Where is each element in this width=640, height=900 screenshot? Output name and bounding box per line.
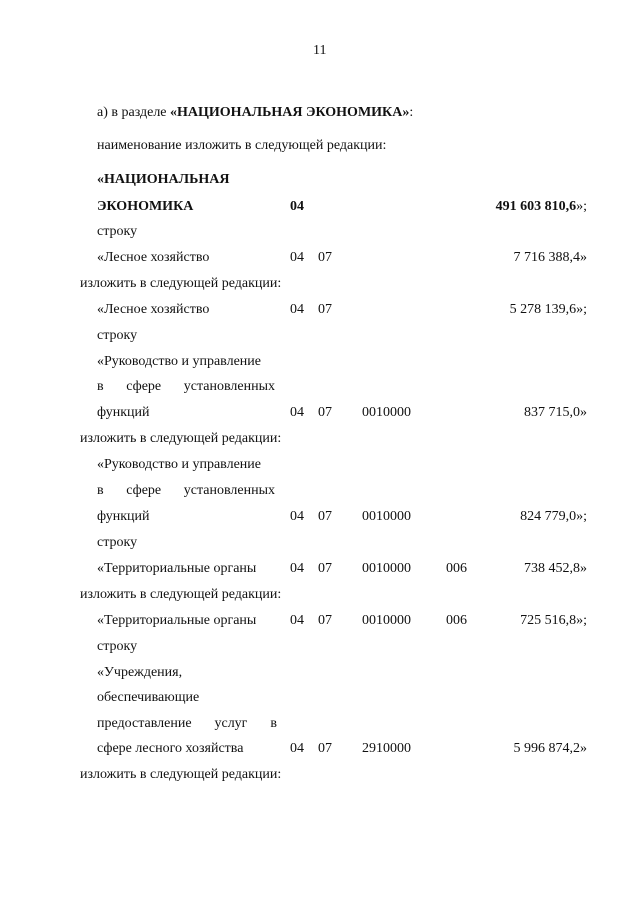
terr-new-vr: 006 xyxy=(446,613,467,628)
inst-old-line3-word: предоставление xyxy=(97,716,192,731)
intro-suffix: : xyxy=(409,105,414,120)
mgmt-old-rz: 04 xyxy=(290,405,304,420)
mgmt-new-csr: 0010000 xyxy=(362,509,411,524)
phrase-replace-2: изложить в следующей редакции: xyxy=(80,431,282,446)
intro-section-name: «НАЦИОНАЛЬНАЯ ЭКОНОМИКА» xyxy=(170,105,410,120)
terr-new-name: «Территориальные органы xyxy=(97,613,257,628)
phrase-row-3: строку xyxy=(97,535,138,550)
forestry-old-name: «Лесное хозяйство xyxy=(97,250,210,265)
inst-old-line1: «Учреждения, xyxy=(97,665,183,680)
terr-new-amount: 725 516,8»; xyxy=(520,613,587,628)
mgmt-new-line2-word: установленных xyxy=(183,483,275,498)
mgmt-new-line2 xyxy=(97,484,275,498)
terr-old-pr: 07 xyxy=(318,561,332,576)
phrase-row-1: строку xyxy=(97,224,138,239)
mgmt-old-line3: функций xyxy=(97,405,150,420)
inst-old-rz: 04 xyxy=(290,741,304,756)
mgmt-new-line2-word: в xyxy=(97,483,104,498)
mgmt-old-line2-word: установленных xyxy=(183,379,275,394)
mgmt-new-line3: функций xyxy=(97,509,150,524)
terr-old-csr: 0010000 xyxy=(362,561,411,576)
intro-prefix: а) в разделе xyxy=(97,105,171,120)
mgmt-old-amount: 837 715,0» xyxy=(524,405,587,420)
section-rz: 04 xyxy=(290,199,304,214)
intro-line xyxy=(97,106,413,120)
phrase-replace-4: изложить в следующей редакции: xyxy=(80,767,282,782)
forestry-new-rz: 04 xyxy=(290,302,304,317)
inst-old-line3-word: услуг xyxy=(214,716,248,731)
mgmt-old-line2-word: сфере xyxy=(126,379,162,394)
phrase-replace-3: изложить в следующей редакции: xyxy=(80,587,282,602)
instruction-name: наименование изложить в следующей редакции: xyxy=(97,138,387,153)
mgmt-new-amount: 824 779,0»; xyxy=(520,509,587,524)
forestry-new-pr: 07 xyxy=(318,302,332,317)
mgmt-new-line2-word: сфере xyxy=(126,483,162,498)
inst-old-line3-word: в xyxy=(270,716,277,731)
inst-old-line4: сфере лесного хозяйства xyxy=(97,741,244,756)
forestry-old-pr: 07 xyxy=(318,250,332,265)
inst-old-pr: 07 xyxy=(318,741,332,756)
section-amount xyxy=(496,200,587,214)
section-amount-end: »; xyxy=(576,199,587,214)
inst-old-csr: 2910000 xyxy=(362,741,411,756)
mgmt-new-rz: 04 xyxy=(290,509,304,524)
terr-old-vr: 006 xyxy=(446,561,467,576)
section-name-line1: «НАЦИОНАЛЬНАЯ xyxy=(97,172,230,187)
mgmt-old-pr: 07 xyxy=(318,405,332,420)
inst-old-line2: обеспечивающие xyxy=(97,690,200,705)
terr-old-name: «Территориальные органы xyxy=(97,561,257,576)
inst-old-amount: 5 996 874,2» xyxy=(513,741,587,756)
mgmt-old-line1: «Руководство и управление xyxy=(97,354,261,369)
forestry-old-amount: 7 716 388,4» xyxy=(513,250,587,265)
phrase-replace-1: изложить в следующей редакции: xyxy=(80,276,282,291)
mgmt-old-line2-word: в xyxy=(97,379,104,394)
phrase-row-2: строку xyxy=(97,328,138,343)
mgmt-new-pr: 07 xyxy=(318,509,332,524)
phrase-row-4: строку xyxy=(97,639,138,654)
terr-new-rz: 04 xyxy=(290,613,304,628)
terr-old-rz: 04 xyxy=(290,561,304,576)
page-number: 11 xyxy=(313,43,327,58)
terr-old-amount: 738 452,8» xyxy=(524,561,587,576)
mgmt-old-csr: 0010000 xyxy=(362,405,411,420)
mgmt-old-line2 xyxy=(97,380,275,394)
inst-old-line3 xyxy=(97,717,277,731)
forestry-new-name: «Лесное хозяйство xyxy=(97,302,210,317)
section-amount-value: 491 603 810,6 xyxy=(495,199,577,214)
terr-new-pr: 07 xyxy=(318,613,332,628)
forestry-old-rz: 04 xyxy=(290,250,304,265)
mgmt-new-line1: «Руководство и управление xyxy=(97,457,261,472)
terr-new-csr: 0010000 xyxy=(362,613,411,628)
section-name-line2: ЭКОНОМИКА xyxy=(97,199,194,214)
forestry-new-amount: 5 278 139,6»; xyxy=(509,302,587,317)
